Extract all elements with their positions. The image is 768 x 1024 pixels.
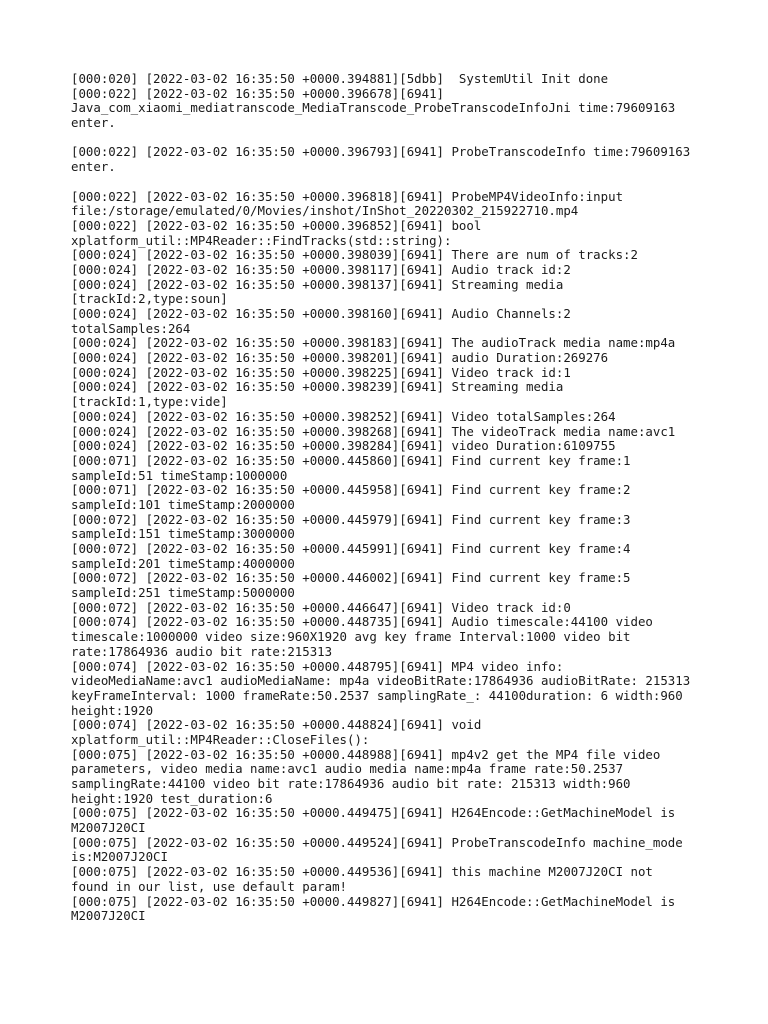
log-line: xplatform_util::MP4Reader::CloseFiles(): <box>71 731 370 747</box>
log-line: M2007J20CI <box>71 908 146 924</box>
log-line <box>71 131 711 146</box>
log-line: keyFrameInterval: 1000 frameRate:50.2537 samplingRate_: 44100duration: 6 width:960 <box>71 687 683 703</box>
log-line: found in our list, use default param! <box>71 878 348 894</box>
log-line: [trackId:2,type:soun] <box>71 291 228 307</box>
log-line: [000:024] [2022-03-02 16:35:50 +0000.398284][6941] video Duration:6109755 <box>71 438 616 454</box>
log-line: [000:022] [2022-03-02 16:35:50 +0000.396678][6941] <box>71 85 444 101</box>
log-line: [000:075] [2022-03-02 16:35:50 +0000.449827][6941] H264Encode::GetMachineModel is <box>71 893 676 909</box>
log-line: parameters, video media name:avc1 audio media name:mp4a frame rate:50.2537 <box>71 761 624 777</box>
log-line: [000:072] [2022-03-02 16:35:50 +0000.446647][6941] Video track id:0 <box>71 599 571 615</box>
log-line: samplingRate:44100 video bit rate:17864936 audio bit rate: 215313 width:960 <box>71 776 631 791</box>
log-line: [000:072] [2022-03-02 16:35:50 +0000.445991][6941] Find current key frame:4 <box>71 541 631 556</box>
log-line: sampleId:151 timeStamp:3000000 <box>71 526 295 542</box>
log-line: [000:022] [2022-03-02 16:35:50 +0000.396852][6941] bool <box>71 217 482 233</box>
log-line: xplatform_util::MP4Reader::FindTracks(std::string): <box>71 232 452 248</box>
log-line: [000:075] [2022-03-02 16:35:50 +0000.449475][6941] H264Encode::GetMachineModel is <box>71 805 676 821</box>
log-line: [000:024] [2022-03-02 16:35:50 +0000.398039][6941] There are num of tracks:2 <box>71 247 638 263</box>
log-line: file:/storage/emulated/0/Movies/inshot/InShot_20220302_215922710.mp4 <box>71 203 579 219</box>
log-line: totalSamples:264 <box>71 320 191 336</box>
log-line: sampleId:101 timeStamp:2000000 <box>71 496 295 512</box>
log-line: [000:074] [2022-03-02 16:35:50 +0000.448735][6941] Audio timescale:44100 video <box>71 614 653 630</box>
log-line: enter. <box>71 115 116 131</box>
log-line: [000:074] [2022-03-02 16:35:50 +0000.448824][6941] void <box>71 717 482 733</box>
log-line: [trackId:1,type:vide] <box>71 394 228 410</box>
log-line: height:1920 <box>71 702 154 718</box>
log-line: sampleId:251 timeStamp:5000000 <box>71 585 295 601</box>
log-text-body <box>71 72 711 924</box>
log-line: height:1920 test_duration:6 <box>71 790 273 806</box>
log-line: timescale:1000000 video size:960X1920 avg key frame Interval:1000 video bit <box>71 629 631 645</box>
log-line: [000:020] [2022-03-02 16:35:50 +0000.394881][5dbb] SystemUtil Init done <box>71 71 609 86</box>
log-line: [000:022] [2022-03-02 16:35:50 +0000.396793][6941] ProbeTranscodeInfo time:79609163 <box>71 144 691 160</box>
log-line: enter. <box>71 159 116 175</box>
log-line: [000:074] [2022-03-02 16:35:50 +0000.448795][6941] MP4 video info: <box>71 658 564 674</box>
log-line: Java_com_xiaomi_mediatranscode_MediaTranscode_ProbeTranscodeInfoJni time:79609163 <box>71 100 676 116</box>
log-line: [000:024] [2022-03-02 16:35:50 +0000.398117][6941] Audio track id:2 <box>71 261 571 277</box>
log-line: [000:024] [2022-03-02 16:35:50 +0000.398137][6941] Streaming media <box>71 276 564 292</box>
log-line: M2007J20CI <box>71 820 146 836</box>
log-line: [000:024] [2022-03-02 16:35:50 +0000.398268][6941] The videoTrack media name:avc1 <box>71 423 676 439</box>
log-line: sampleId:51 timeStamp:1000000 <box>71 467 288 483</box>
log-line: [000:024] [2022-03-02 16:35:50 +0000.398201][6941] audio Duration:269276 <box>71 350 609 366</box>
log-line: [000:022] [2022-03-02 16:35:50 +0000.396818][6941] ProbeMP4VideoInfo:input <box>71 188 624 204</box>
log-line: [000:071] [2022-03-02 16:35:50 +0000.445860][6941] Find current key frame:1 <box>71 452 631 468</box>
log-line: [000:075] [2022-03-02 16:35:50 +0000.449536][6941] this machine M2007J20CI not <box>71 864 653 880</box>
log-line: [000:071] [2022-03-02 16:35:50 +0000.445958][6941] Find current key frame:2 <box>71 482 631 498</box>
log-line: sampleId:201 timeStamp:4000000 <box>71 555 295 571</box>
log-line: is:M2007J20CI <box>71 849 168 865</box>
log-line: [000:024] [2022-03-02 16:35:50 +0000.398252][6941] Video totalSamples:264 <box>71 408 616 424</box>
log-line: [000:075] [2022-03-02 16:35:50 +0000.448988][6941] mp4v2 get the MP4 file video <box>71 746 661 762</box>
log-line: videoMediaName:avc1 audioMediaName: mp4a videoBitRate:17864936 audioBitRate: 215313 <box>71 673 691 689</box>
log-line: [000:024] [2022-03-02 16:35:50 +0000.398239][6941] Streaming media <box>71 379 564 395</box>
log-line: [000:024] [2022-03-02 16:35:50 +0000.398160][6941] Audio Channels:2 <box>71 306 571 321</box>
log-line: [000:024] [2022-03-02 16:35:50 +0000.398225][6941] Video track id:1 <box>71 364 571 380</box>
log-line: [000:075] [2022-03-02 16:35:50 +0000.449524][6941] ProbeTranscodeInfo machine_mode <box>71 834 683 850</box>
log-line: [000:072] [2022-03-02 16:35:50 +0000.445979][6941] Find current key frame:3 <box>71 511 631 527</box>
log-line: [000:024] [2022-03-02 16:35:50 +0000.398183][6941] The audioTrack media name:mp4a <box>71 335 676 351</box>
log-line <box>71 175 711 190</box>
log-line: rate:17864936 audio bit rate:215313 <box>71 643 333 659</box>
log-line: [000:072] [2022-03-02 16:35:50 +0000.446002][6941] Find current key frame:5 <box>71 570 631 586</box>
